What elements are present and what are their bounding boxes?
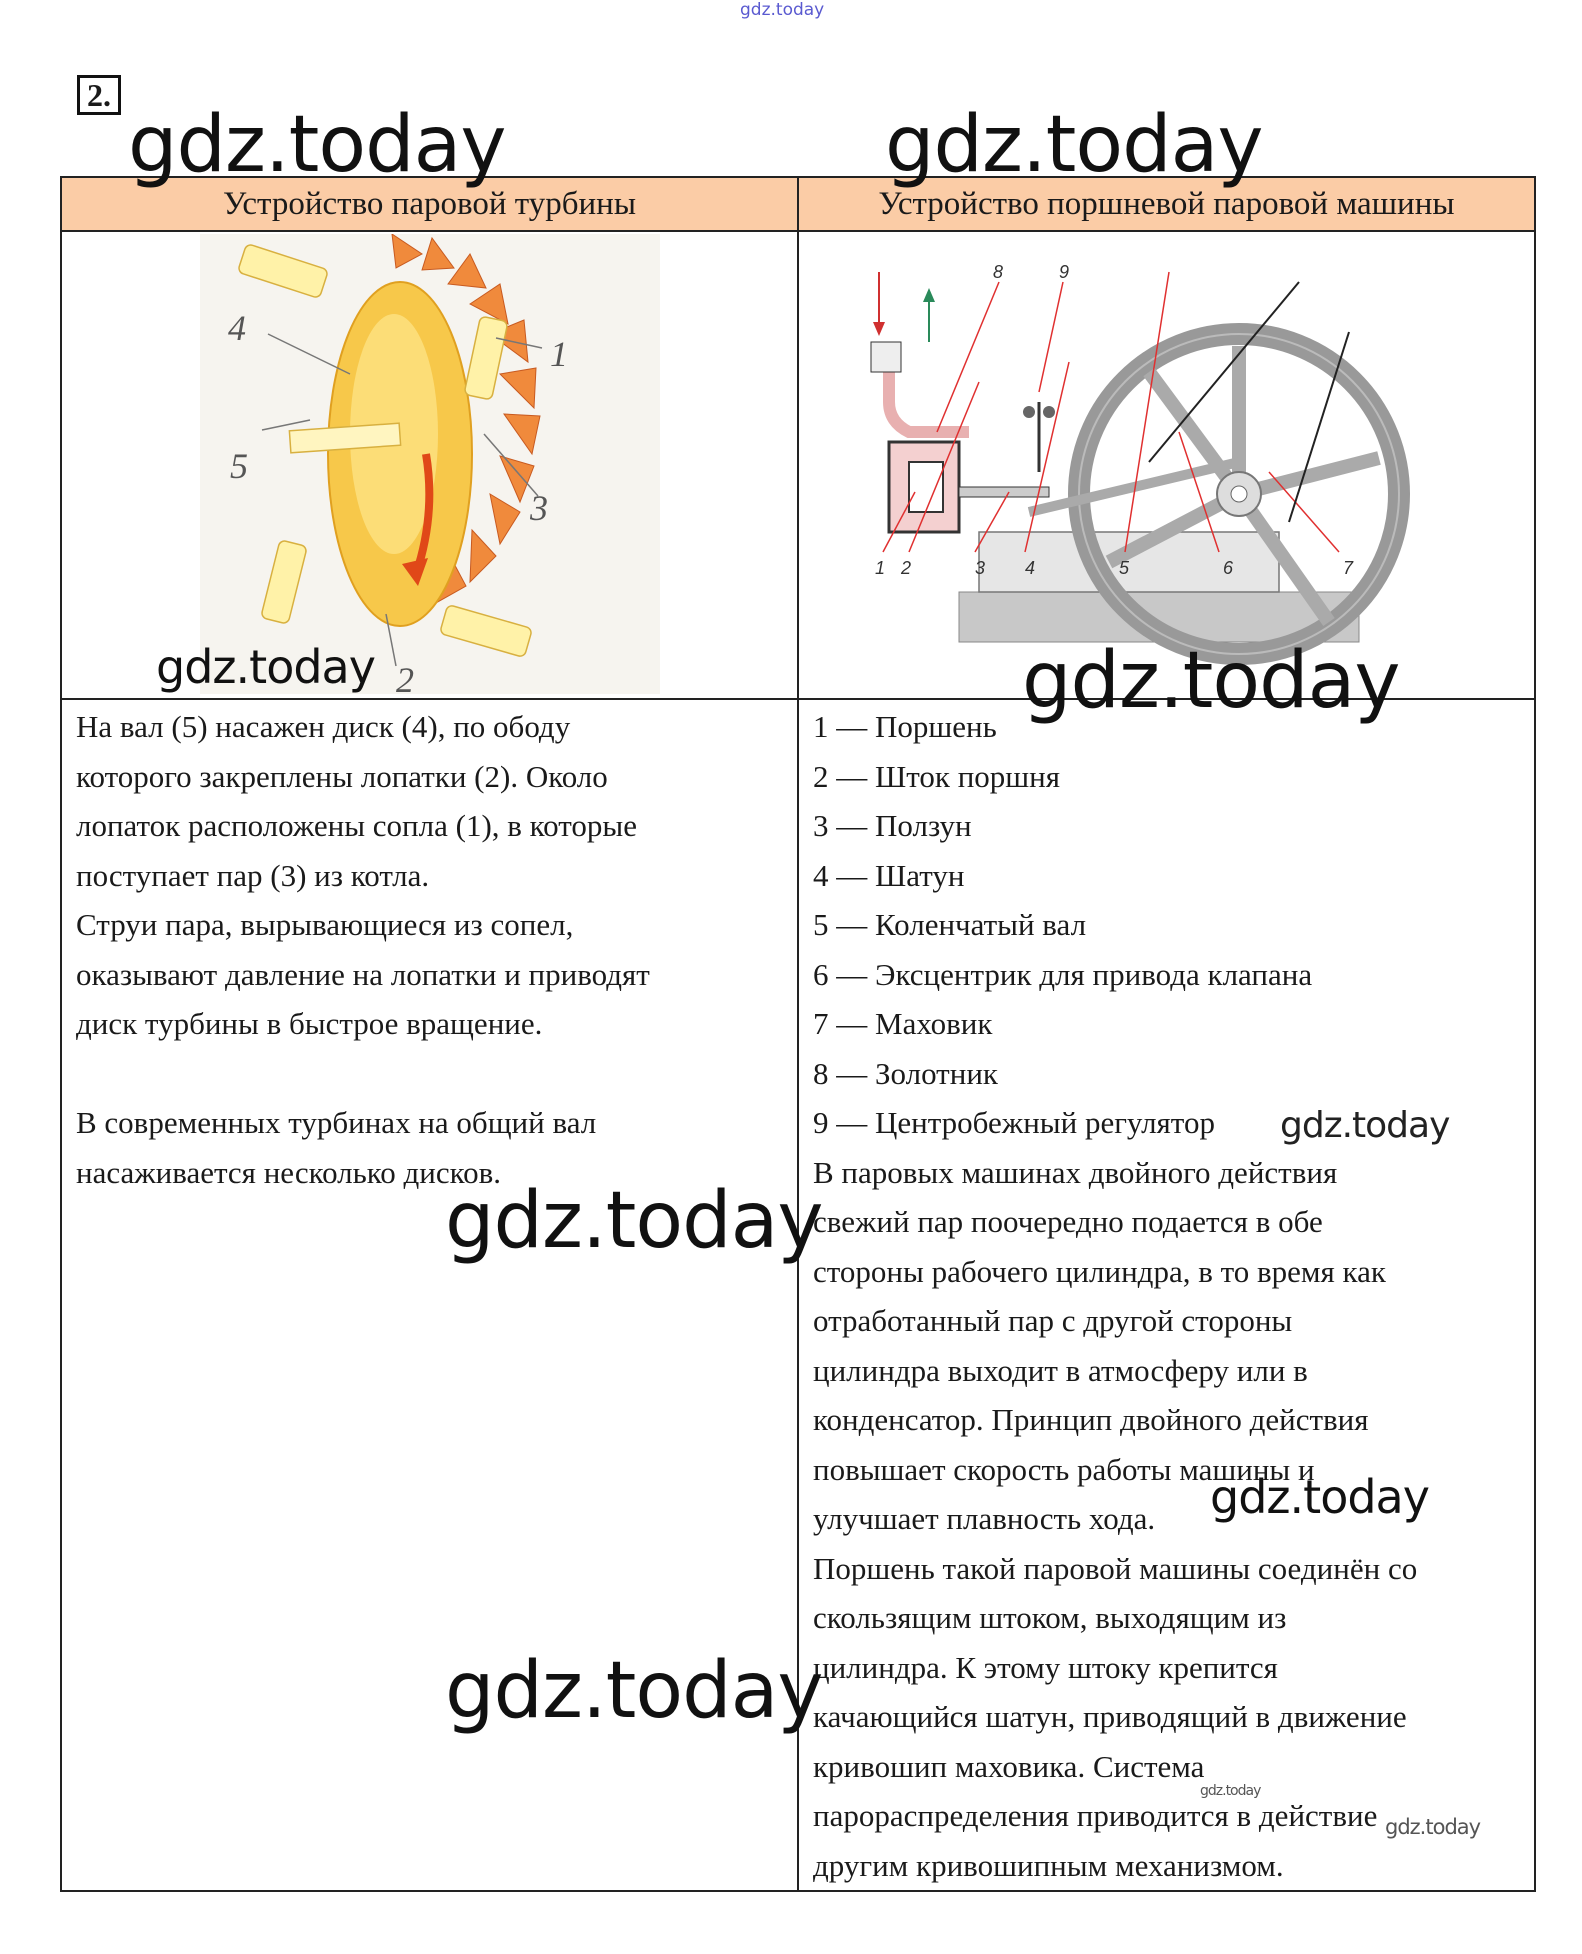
watermark: gdz.today [128, 100, 506, 190]
turbine-description [62, 700, 797, 1197]
turbine-label-4: 4 [228, 308, 246, 348]
engine-label-2: 2 [901, 558, 912, 578]
turbine-label-2: 2 [396, 660, 414, 694]
watermark: gdz.today [1210, 1470, 1429, 1524]
watermark: gdz.today [445, 1176, 823, 1266]
watermark: gdz.today [1385, 1815, 1481, 1839]
text-line: стороны рабочего цилиндра, в то время как [813, 1253, 1386, 1289]
legend-item: 2 — Шток поршня [813, 758, 1061, 794]
legend-item: 5 — Коленчатый вал [813, 907, 1087, 942]
legend-item: 3 — Ползун [813, 808, 972, 843]
header-engine: Устройство поршневой паровой машины [798, 177, 1535, 231]
turbine-label-1: 1 [550, 334, 568, 374]
text-line: повышает скорость работы машины и [813, 1451, 1315, 1487]
engine-diagram [849, 262, 1429, 682]
turbine-diagram [200, 234, 660, 694]
engine-description [799, 700, 1534, 1890]
text-line: качающийся шатун, приводящий в движение [813, 1699, 1407, 1734]
text-line: конденсатор. Принцип двойного действия [813, 1402, 1369, 1437]
watermark: gdz.today [156, 640, 375, 694]
text-line: другим кривошипным механизмом. [813, 1847, 1284, 1883]
text-line: парораспределения приводится в действие [813, 1798, 1378, 1833]
legend-item: 6 — Эксцентрик для привода клапана [813, 956, 1313, 992]
engine-label-1: 1 [875, 558, 886, 578]
text-line: диск турбины в быстрое вращение. [76, 1006, 543, 1041]
watermark: gdz.today [885, 100, 1263, 190]
text-line: цилиндра. К этому штоку крепится [813, 1649, 1278, 1685]
text-line: лопаток расположены сопла (1), в которые [76, 808, 637, 843]
watermark: gdz.today [445, 1646, 823, 1736]
text-line: В паровых машинах двойного действия [813, 1154, 1338, 1190]
text-line: улучшает плавность хода. [813, 1501, 1156, 1536]
text-line: В современных турбинах на общий вал [76, 1105, 597, 1140]
blank-line [76, 1049, 783, 1099]
site-top-watermark: gdz.today [740, 0, 825, 20]
legend-item: 4 — Шатун [813, 857, 965, 893]
text-line: свежий пар поочередно подается в обе [813, 1204, 1323, 1239]
header-turbine: Устройство паровой турбины [61, 177, 798, 231]
engine-label-7: 7 [1343, 558, 1354, 578]
watermark: gdz.today [1200, 1783, 1261, 1799]
text-line: поступает пар (3) из котла. [76, 857, 430, 893]
engine-description-cell [798, 699, 1535, 1891]
legend-item: 7 — Маховик [813, 1006, 993, 1041]
text-line: оказывают давление на лопатки и приводят [76, 956, 650, 992]
text-line: кривошип маховика. Система [813, 1748, 1205, 1784]
engine-label-4: 4 [1025, 558, 1036, 578]
text-line: Поршень такой паровой машины соединён со [813, 1550, 1418, 1586]
comparison-table [60, 176, 1536, 1892]
task-number: 2. [77, 75, 121, 115]
text-line: цилиндра выходит в атмосферу или в [813, 1352, 1308, 1388]
text-line: насаживается несколько дисков. [76, 1154, 501, 1190]
engine-image-cell [798, 231, 1535, 699]
text-line: скользящим штоком, выходящим из [813, 1600, 1287, 1635]
engine-label-6: 6 [1223, 558, 1234, 578]
turbine-label-5: 5 [230, 446, 248, 486]
legend-item: 9 — Центробежный регулятор [813, 1105, 1215, 1140]
engine-label-8: 8 [993, 262, 1004, 282]
engine-label-9: 9 [1059, 262, 1070, 282]
legend-item: 1 — Поршень [813, 709, 997, 744]
text-line: отработанный пар с другой стороны [813, 1303, 1293, 1338]
watermark: gdz.today [1280, 1105, 1450, 1146]
watermark: gdz.today [1022, 636, 1400, 726]
text-line: которого закреплены лопатки (2). Около [76, 758, 608, 794]
legend-item: 8 — Золотник [813, 1055, 998, 1091]
turbine-label-3: 3 [530, 488, 548, 528]
engine-label-5: 5 [1119, 558, 1130, 578]
text-line: На вал (5) насажен диск (4), по ободу [76, 709, 571, 744]
turbine-image-cell [61, 231, 798, 699]
engine-label-3: 3 [975, 558, 986, 578]
text-line: Струи пара, вырывающиеся из сопел, [76, 907, 574, 942]
